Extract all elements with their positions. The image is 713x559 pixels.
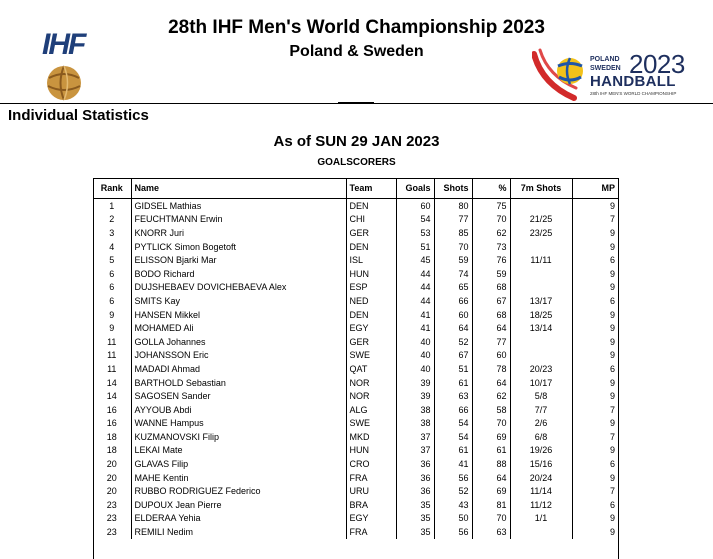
cell-name: LEKAI Mate xyxy=(131,444,346,458)
cell-mp: 7 xyxy=(609,486,615,497)
cell-name: KUZMANOVSKI Filip xyxy=(131,430,346,444)
cell-team: HUN xyxy=(346,267,396,281)
cell-goals: 45 xyxy=(396,253,434,267)
cell-percent: 73 xyxy=(472,240,510,254)
cell-shots: 66 xyxy=(434,294,472,308)
cell-7m-shots: 10/17 xyxy=(510,376,572,390)
cell-goals: 53 xyxy=(396,226,434,240)
cell-shots: 63 xyxy=(434,389,472,403)
column-header-mp: MP xyxy=(572,178,618,199)
cell-goals: 44 xyxy=(396,267,434,281)
cell-name: BODO Richard xyxy=(131,267,346,281)
cell-mp: 9 xyxy=(609,377,615,388)
cell-7m-shots xyxy=(510,267,572,281)
cell-mp: 6 xyxy=(609,363,615,374)
cell-name: ELDERAA Yehia xyxy=(131,512,346,526)
cell-team: ALG xyxy=(346,403,396,417)
cell-name: HANSEN Mikkel xyxy=(131,308,346,322)
cell-rank: 9 xyxy=(93,308,131,322)
cell-7m-shots: 11/14 xyxy=(510,484,572,498)
cell-shots: 41 xyxy=(434,457,472,471)
cell-team: FRA xyxy=(346,525,396,539)
table-row xyxy=(93,471,618,485)
cell-percent: 64 xyxy=(472,471,510,485)
cell-goals: 44 xyxy=(396,294,434,308)
cell-name: RUBBO RODRIGUEZ Federico xyxy=(131,484,346,498)
cell-percent: 64 xyxy=(472,376,510,390)
column-header-goals: Goals xyxy=(396,178,434,199)
cell-team: SWE xyxy=(346,349,396,363)
cell-mp: 6 xyxy=(609,459,615,470)
cell-team: MKD xyxy=(346,430,396,444)
cell-shots: 77 xyxy=(434,213,472,227)
cell-percent: 63 xyxy=(472,525,510,539)
as-of-date: As of SUN 29 JAN 2023 xyxy=(273,133,440,150)
cell-rank: 23 xyxy=(93,498,131,512)
table-row xyxy=(93,281,618,295)
table-row xyxy=(93,253,618,267)
table-row xyxy=(93,240,618,254)
cell-rank: 11 xyxy=(93,349,131,363)
cell-7m-shots xyxy=(510,349,572,363)
cell-goals: 40 xyxy=(396,349,434,363)
table-caption: GOALSCORERS xyxy=(317,157,396,168)
cell-percent: 70 xyxy=(472,512,510,526)
page-subtitle: Poland & Sweden xyxy=(289,43,424,60)
cell-mp: 9 xyxy=(609,391,615,402)
table-row xyxy=(93,308,618,322)
cell-mp: 7 xyxy=(609,431,615,442)
cell-rank: 11 xyxy=(93,362,131,376)
table-row xyxy=(93,525,618,539)
cell-name: FEUCHTMANN Erwin xyxy=(131,213,346,227)
cell-goals: 37 xyxy=(396,444,434,458)
cell-rank: 1 xyxy=(93,199,131,213)
cell-shots: 74 xyxy=(434,267,472,281)
cell-shots: 56 xyxy=(434,471,472,485)
table-row xyxy=(93,430,618,444)
event-logo xyxy=(532,44,704,102)
cell-team: HUN xyxy=(346,444,396,458)
cell-name: AYYOUB Abdi xyxy=(131,403,346,417)
cell-mp: 9 xyxy=(609,323,615,334)
cell-7m-shots: 20/24 xyxy=(510,471,572,485)
cell-name: GLAVAS Filip xyxy=(131,457,346,471)
cell-goals: 40 xyxy=(396,362,434,376)
table-row xyxy=(93,403,618,417)
cell-7m-shots: 11/11 xyxy=(510,253,572,267)
table-row xyxy=(93,376,618,390)
cell-7m-shots: 6/8 xyxy=(510,430,572,444)
cell-percent: 58 xyxy=(472,403,510,417)
cell-rank: 23 xyxy=(93,512,131,526)
cell-rank: 5 xyxy=(93,253,131,267)
cell-name: PYTLICK Simon Bogetoft xyxy=(131,240,346,254)
cell-shots: 51 xyxy=(434,362,472,376)
table-row xyxy=(93,498,618,512)
table-row xyxy=(93,199,618,213)
cell-goals: 60 xyxy=(396,199,434,213)
cell-percent: 61 xyxy=(472,444,510,458)
cell-percent: 68 xyxy=(472,308,510,322)
cell-mp: 9 xyxy=(609,227,615,238)
cell-rank: 16 xyxy=(93,417,131,431)
cell-goals: 39 xyxy=(396,389,434,403)
cell-goals: 40 xyxy=(396,335,434,349)
cell-7m-shots xyxy=(510,240,572,254)
cell-7m-shots: 5/8 xyxy=(510,389,572,403)
cell-rank: 9 xyxy=(93,321,131,335)
cell-percent: 62 xyxy=(472,389,510,403)
table-row xyxy=(93,335,618,349)
cell-mp: 7 xyxy=(609,214,615,225)
cell-7m-shots xyxy=(510,335,572,349)
cell-rank: 3 xyxy=(93,226,131,240)
cell-team: GER xyxy=(346,335,396,349)
table-row xyxy=(93,213,618,227)
cell-name: DUPOUX Jean Pierre xyxy=(131,498,346,512)
table-row xyxy=(93,362,618,376)
cell-shots: 64 xyxy=(434,321,472,335)
table-header-row xyxy=(93,178,618,199)
cell-shots: 85 xyxy=(434,226,472,240)
cell-goals: 35 xyxy=(396,525,434,539)
cell-percent: 69 xyxy=(472,484,510,498)
cell-shots: 59 xyxy=(434,253,472,267)
cell-percent: 67 xyxy=(472,294,510,308)
event-logo-poland: POLAND xyxy=(590,56,620,63)
cell-mp: 9 xyxy=(609,418,615,429)
cell-percent: 69 xyxy=(472,430,510,444)
cell-mp: 9 xyxy=(609,309,615,320)
cell-shots: 65 xyxy=(434,281,472,295)
cell-team: NOR xyxy=(346,389,396,403)
table-row xyxy=(93,417,618,431)
cell-name: KNORR Juri xyxy=(131,226,346,240)
cell-percent: 76 xyxy=(472,253,510,267)
cell-team: DEN xyxy=(346,199,396,213)
cell-rank: 14 xyxy=(93,376,131,390)
cell-shots: 54 xyxy=(434,430,472,444)
event-logo-tagline: 28th IHF MEN'S WORLD CHAMPIONSHIP xyxy=(590,91,677,96)
cell-goals: 41 xyxy=(396,308,434,322)
cell-name: BARTHOLD Sebastian xyxy=(131,376,346,390)
cell-7m-shots: 13/14 xyxy=(510,321,572,335)
table-row xyxy=(93,267,618,281)
cell-goals: 36 xyxy=(396,457,434,471)
cell-7m-shots: 23/25 xyxy=(510,226,572,240)
cell-team: BRA xyxy=(346,498,396,512)
cell-team: ISL xyxy=(346,253,396,267)
cell-name: WANNE Hampus xyxy=(131,417,346,431)
cell-rank: 20 xyxy=(93,484,131,498)
cell-team: CHI xyxy=(346,213,396,227)
ihf-logo xyxy=(40,28,86,102)
cell-shots: 61 xyxy=(434,444,472,458)
cell-team: DEN xyxy=(346,240,396,254)
table-row xyxy=(93,321,618,335)
cell-rank: 14 xyxy=(93,389,131,403)
cell-percent: 64 xyxy=(472,321,510,335)
cell-name: GOLLA Johannes xyxy=(131,335,346,349)
cell-team: NOR xyxy=(346,376,396,390)
cell-shots: 50 xyxy=(434,512,472,526)
cell-goals: 35 xyxy=(396,512,434,526)
section-title: Individual Statistics xyxy=(8,107,149,124)
cell-team: URU xyxy=(346,484,396,498)
cell-mp: 9 xyxy=(609,268,615,279)
cell-goals: 39 xyxy=(396,376,434,390)
table-row xyxy=(93,389,618,403)
cell-percent: 59 xyxy=(472,267,510,281)
cell-goals: 35 xyxy=(396,498,434,512)
cell-rank: 23 xyxy=(93,525,131,539)
cell-goals: 38 xyxy=(396,417,434,431)
cell-7m-shots: 19/26 xyxy=(510,444,572,458)
table-row xyxy=(93,226,618,240)
table-row xyxy=(93,349,618,363)
cell-mp: 6 xyxy=(609,499,615,510)
page-title: 28th IHF Men's World Championship 2023 xyxy=(168,17,545,38)
cell-mp: 6 xyxy=(609,295,615,306)
cell-7m-shots: 13/17 xyxy=(510,294,572,308)
column-header-7m-shots: 7m Shots xyxy=(510,178,572,199)
cell-name: SMITS Kay xyxy=(131,294,346,308)
cell-rank: 18 xyxy=(93,444,131,458)
cell-percent: 78 xyxy=(472,362,510,376)
cell-mp: 7 xyxy=(609,404,615,415)
cell-7m-shots: 1/1 xyxy=(510,512,572,526)
cell-percent: 62 xyxy=(472,226,510,240)
column-header-team: Team xyxy=(346,178,396,199)
cell-rank: 4 xyxy=(93,240,131,254)
cell-7m-shots: 11/12 xyxy=(510,498,572,512)
cell-team: DEN xyxy=(346,308,396,322)
cell-team: GER xyxy=(346,226,396,240)
cell-goals: 37 xyxy=(396,430,434,444)
cell-rank: 20 xyxy=(93,457,131,471)
cell-team: EGY xyxy=(346,321,396,335)
cell-rank: 6 xyxy=(93,267,131,281)
cell-team: CRO xyxy=(346,457,396,471)
cell-mp: 6 xyxy=(609,255,615,266)
cell-7m-shots: 7/7 xyxy=(510,403,572,417)
cell-rank: 20 xyxy=(93,471,131,485)
cell-percent: 60 xyxy=(472,349,510,363)
cell-7m-shots xyxy=(510,281,572,295)
cell-mp: 9 xyxy=(609,513,615,524)
cell-percent: 77 xyxy=(472,335,510,349)
cell-7m-shots xyxy=(510,525,572,539)
cell-mp: 9 xyxy=(609,472,615,483)
cell-7m-shots: 20/23 xyxy=(510,362,572,376)
cell-percent: 70 xyxy=(472,213,510,227)
table-row xyxy=(93,444,618,458)
cell-percent: 81 xyxy=(472,498,510,512)
cell-shots: 66 xyxy=(434,403,472,417)
column-header-percent: % xyxy=(472,178,510,199)
cell-7m-shots: 2/6 xyxy=(510,417,572,431)
column-header-name: Name xyxy=(131,178,346,199)
cell-rank: 2 xyxy=(93,213,131,227)
cell-percent: 70 xyxy=(472,417,510,431)
cell-rank: 11 xyxy=(93,335,131,349)
cell-team: SWE xyxy=(346,417,396,431)
cell-7m-shots xyxy=(510,199,572,213)
cell-7m-shots: 21/25 xyxy=(510,213,572,227)
cell-name: REMILI Nedim xyxy=(131,525,346,539)
cell-name: MOHAMED Ali xyxy=(131,321,346,335)
cell-7m-shots: 15/16 xyxy=(510,457,572,471)
cell-rank: 16 xyxy=(93,403,131,417)
cell-percent: 88 xyxy=(472,457,510,471)
table-row xyxy=(93,294,618,308)
column-header-rank: Rank xyxy=(93,178,131,199)
cell-name: JOHANSSON Eric xyxy=(131,349,346,363)
ihf-logo-text: IHF xyxy=(42,28,85,61)
cell-goals: 54 xyxy=(396,213,434,227)
cell-goals: 51 xyxy=(396,240,434,254)
cell-shots: 56 xyxy=(434,525,472,539)
table-row xyxy=(93,457,618,471)
cell-goals: 38 xyxy=(396,403,434,417)
cell-goals: 36 xyxy=(396,484,434,498)
cell-shots: 60 xyxy=(434,308,472,322)
cell-rank: 6 xyxy=(93,281,131,295)
cell-name: ELISSON Bjarki Mar xyxy=(131,253,346,267)
cell-goals: 36 xyxy=(396,471,434,485)
cell-name: MADADI Ahmad xyxy=(131,362,346,376)
cell-name: SAGOSEN Sander xyxy=(131,389,346,403)
cell-mp: 9 xyxy=(609,350,615,361)
cell-mp: 9 xyxy=(609,282,615,293)
cell-shots: 80 xyxy=(434,199,472,213)
cell-mp: 9 xyxy=(609,527,615,538)
cell-percent: 68 xyxy=(472,281,510,295)
cell-goals: 41 xyxy=(396,321,434,335)
cell-team: NED xyxy=(346,294,396,308)
event-logo-name: HANDBALL xyxy=(590,73,676,90)
cell-rank: 18 xyxy=(93,430,131,444)
cell-shots: 61 xyxy=(434,376,472,390)
goalscorers-table xyxy=(93,178,618,539)
column-header-shots: Shots xyxy=(434,178,472,199)
cell-shots: 70 xyxy=(434,240,472,254)
event-logo-year: 2023 xyxy=(629,49,685,79)
cell-name: DUJSHEBAEV DOVICHEBAEVA Alex xyxy=(131,281,346,295)
cell-7m-shots: 18/25 xyxy=(510,308,572,322)
cell-team: QAT xyxy=(346,362,396,376)
cell-mp: 9 xyxy=(609,445,615,456)
cell-mp: 9 xyxy=(609,241,615,252)
cell-shots: 43 xyxy=(434,498,472,512)
cell-name: GIDSEL Mathias xyxy=(131,199,346,213)
cell-rank: 6 xyxy=(93,294,131,308)
cell-team: EGY xyxy=(346,512,396,526)
cell-shots: 52 xyxy=(434,484,472,498)
table-row xyxy=(93,484,618,498)
cell-team: ESP xyxy=(346,281,396,295)
cell-percent: 75 xyxy=(472,199,510,213)
cell-shots: 54 xyxy=(434,417,472,431)
table-row xyxy=(93,512,618,526)
event-emblem-icon xyxy=(532,44,588,102)
cell-shots: 52 xyxy=(434,335,472,349)
cell-mp: 9 xyxy=(609,336,615,347)
cell-mp: 9 xyxy=(609,200,615,211)
cell-shots: 67 xyxy=(434,349,472,363)
cell-name: MAHE Kentin xyxy=(131,471,346,485)
event-logo-sweden: SWEDEN xyxy=(590,65,621,72)
handball-icon xyxy=(44,64,84,102)
cell-team: FRA xyxy=(346,471,396,485)
header-divider-accent xyxy=(338,102,374,104)
cell-goals: 44 xyxy=(396,281,434,295)
